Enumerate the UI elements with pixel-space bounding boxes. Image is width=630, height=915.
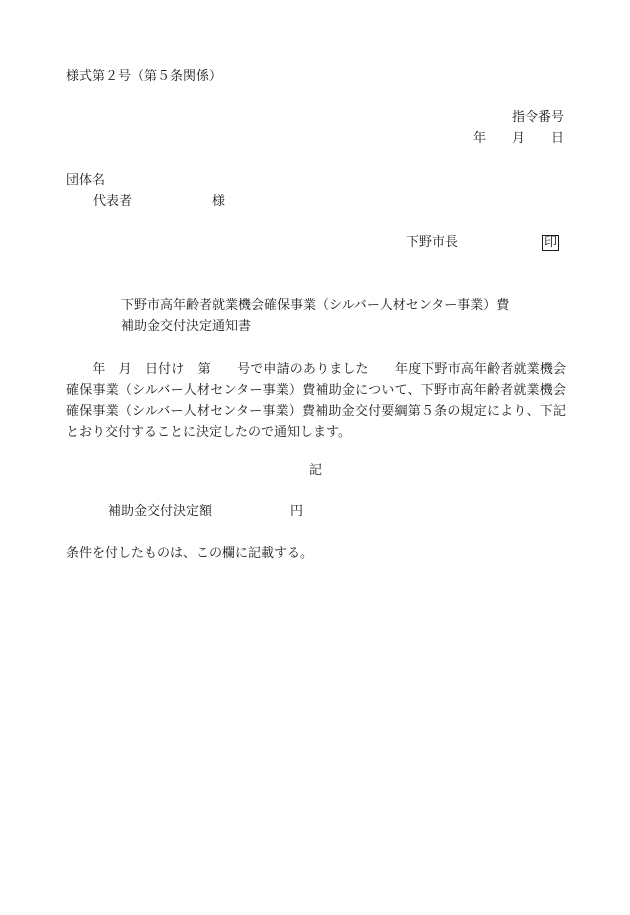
body-paragraph: 年 月 日付け 第 号で申請のありました 年度下野市高年齢者就業機会確保事業（シルバー人材センター事業）費補助金について、下野市高年齢者就業機会確保事業（シルバー人材センター事業）費補助金交付要綱第５条の規定により、下記とおり交付することに決定したので通知します。 <box>66 362 566 440</box>
org-name-label: 団体名 <box>66 173 106 188</box>
amount-line <box>108 504 303 520</box>
ki-heading: 記 <box>309 463 323 478</box>
document-title-line-1: 下野市高年齢者就業機会確保事業（シルバー人材センター事業）費 <box>121 298 510 313</box>
representative-label: 代表者 <box>93 194 133 209</box>
issuer-line <box>406 235 559 251</box>
form-number: 様式第２号（第５条関係） <box>66 69 223 84</box>
issuer-title: 下野市長 <box>406 235 459 250</box>
honorific: 様 <box>212 194 226 209</box>
date-day: 日 <box>550 131 564 146</box>
amount-label: 補助金交付決定額 <box>108 504 213 519</box>
amount-unit: 円 <box>290 504 304 519</box>
representative-line <box>93 194 225 210</box>
order-number-label: 指令番号 <box>511 110 564 125</box>
seal-box: 印 <box>544 235 558 250</box>
date-line <box>473 131 564 147</box>
document-title-line-2: 補助金交付決定通知書 <box>121 319 252 334</box>
date-year: 年 <box>472 131 486 146</box>
conditions-note: 条件を付したものは、この欄に記載する。 <box>66 546 314 561</box>
date-month: 月 <box>511 131 525 146</box>
